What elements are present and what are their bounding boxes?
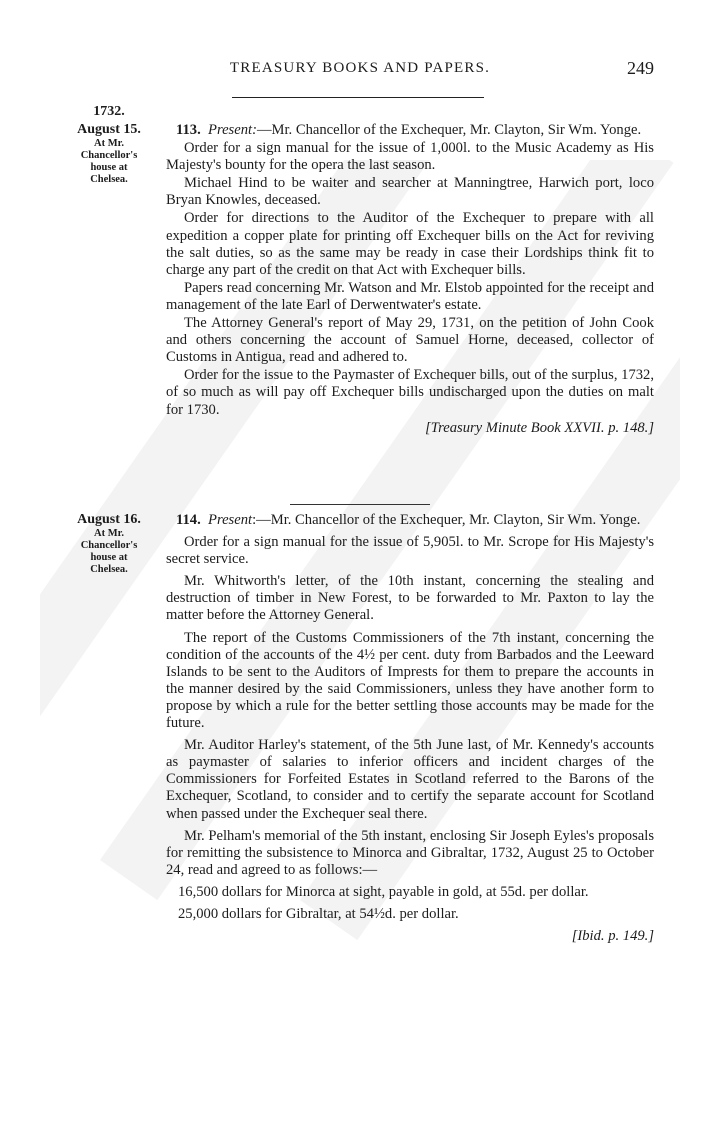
entry-number: 114. <box>176 512 201 528</box>
paragraph: Order for a sign manual for the issue of 5,905l. to Mr. Scrope for His Majesty's secret service. <box>166 534 654 568</box>
margin-note <box>62 512 156 576</box>
paragraph: Mr. Pelham's memorial of the 5th instant, enclosing Sir Joseph Eyles's proposals for remitting the subsistence to Minorca and Gibraltar, 1732, August 25 to October 24, read and agreed to as follows:— <box>166 827 654 878</box>
margin-year: 1732. <box>93 104 125 119</box>
header-rule <box>232 97 484 98</box>
margin-place-line: Chancellor's <box>80 150 138 161</box>
page-number: 249 <box>627 58 654 78</box>
paragraph: Mr. Auditor Harley's statement, of the 5th June last, of Mr. Kennedy's accounts as paymaster of salaries to inferior officers and incident charges of the Commissioners for Forfeited Estates in Scotland referred to the Barons of the Exchequer, Scotland, to consider and to certify the separate account for Scotland when passed under the Exchequer seal there. <box>166 737 654 822</box>
margin-place-line: At Mr. <box>94 138 124 149</box>
page-header <box>0 58 720 88</box>
paragraph: Michael Hind to be waiter and searcher at Manningtree, Harwich port, loco Bryan Knowles, deceased. <box>166 175 654 209</box>
source-citation: [Ibid. p. 149.] <box>571 928 654 945</box>
margin-place-line: Chelsea. <box>90 174 128 185</box>
entry-body <box>166 512 654 946</box>
margin-date: August 16. <box>77 512 141 527</box>
paragraph: Mr. Whitworth's letter, of the 10th instant, concerning the stealing and destruction of timber in New Forest, to be forwarded to Mr. Paxton to lay the matter before the Attorney General. <box>166 573 654 624</box>
paragraph: The report of the Customs Commissioners of the 7th instant, concerning the condition of the accounts of the 4½ per cent. duty from Barbados and the Leeward Islands to be sent to the Auditors of Imprests for them to prepare the accounts in the manner desired by the said Commissioners, unless they have another form to propose by which a rule for the better settling those accounts may be made for the future. <box>166 629 654 732</box>
margin-place-line: At Mr. <box>94 528 124 539</box>
paragraph: Papers read concerning Mr. Watson and Mr. Elstob appointed for the receipt and management of the late Earl of Derwentwater's estate. <box>166 279 654 313</box>
margin-note <box>62 104 156 186</box>
present-line <box>166 512 654 529</box>
running-title: TREASURY BOOKS AND PAPERS. <box>229 60 491 76</box>
margin-place-line: house at <box>90 162 128 173</box>
source-citation: [Treasury Minute Book XXVII. p. 148.] <box>425 419 654 436</box>
list-item: 16,500 dollars for Minorca at sight, payable in gold, at 55d. per dollar. <box>178 883 589 900</box>
section-divider <box>290 504 430 505</box>
paragraph: Order for the issue to the Paymaster of Exchequer bills, out of the surplus, 1732, of so much as will pay off Exchequer bills undischarged upon the duties on malt for 1730. <box>166 367 654 418</box>
paragraph: The Attorney General's report of May 29, 1731, on the petition of John Cook and others concerning the account of Samuel Horne, deceased, collector of Customs in Antigua, read and adhered to. <box>166 315 654 366</box>
paragraph: Order for directions to the Auditor of the Exchequer to prepare with all expedition a copper plate for printing off Exchequer bills on the Act for reviving the salt duties, so as the same may be ready in case their Lordships think fit to charge any part of the credit on that Act with Exchequer bills. <box>166 210 654 278</box>
present-text: —Mr. Chancellor of the Exchequer, Mr. Clayton, Sir Wm. Yonge. <box>256 122 642 138</box>
present-text: :—Mr. Chancellor of the Exchequer, Mr. Clayton, Sir Wm. Yonge. <box>252 512 641 528</box>
margin-date: August 15. <box>77 122 141 137</box>
present-label: Present <box>208 512 253 528</box>
margin-place-line: house at <box>90 552 128 563</box>
margin-place-line: Chelsea. <box>90 564 128 575</box>
entry-number: 113. <box>176 122 201 138</box>
present-label: Present: <box>208 122 257 138</box>
paragraph: Order for a sign manual for the issue of 1,000l. to the Music Academy as His Majesty's bounty for the opera the last season. <box>166 140 654 174</box>
margin-place-line: Chancellor's <box>80 540 138 551</box>
present-line <box>166 122 654 139</box>
list-item: 25,000 dollars for Gibraltar, at 54½d. per dollar. <box>178 905 459 922</box>
entry-body <box>166 122 654 438</box>
